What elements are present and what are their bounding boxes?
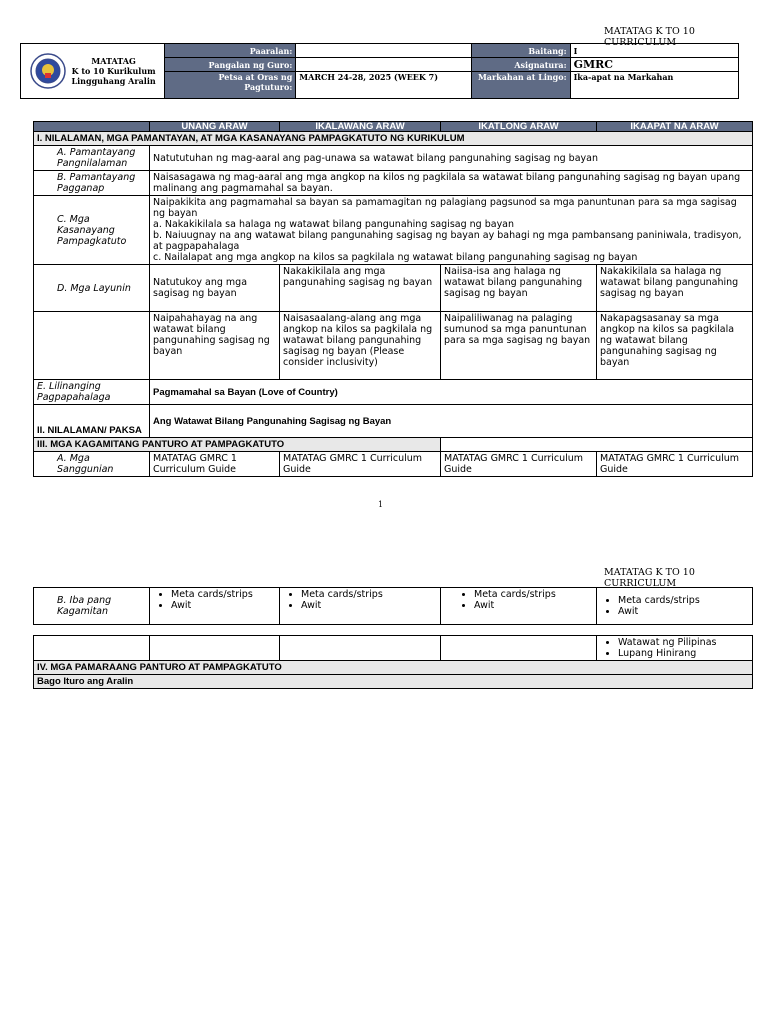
row-d-label: D. Mga Layunin (34, 265, 150, 312)
petsa-label: Petsa at Oras ng Pagtuturo: (165, 72, 296, 99)
row-d1-day3: Naiisa-isa ang halaga ng watawat bilang pangunahing sagisag ng bayan (441, 265, 597, 312)
row-a-label: A. Pamantayang Pangnilalaman (34, 146, 150, 171)
logo-line-3: Lingguhang Aralin (71, 76, 156, 86)
lesson-plan-table (33, 121, 753, 477)
row-e-label: E. Lilinanging Pagpapahalaga (34, 380, 150, 405)
extra-blank-day2 (280, 636, 441, 661)
deped-seal-icon (30, 53, 66, 89)
section-3-heading: III. MGA KAGAMITANG PANTURO AT PAMPAGKATUTO (34, 438, 441, 452)
iba-day3-item-1: • Awit (474, 600, 593, 611)
baitang-label: Baitang: (471, 44, 570, 58)
bago-ituro-heading: Bago Ituro ang Aralin (34, 675, 753, 689)
curriculum-tag-page2: MATATAG K TO 10 CURRICULUM (604, 567, 695, 589)
row-d2-day1: Naipahahayag na ang watawat bilang pangunahing sagisag ng bayan (150, 312, 280, 380)
paaralan-value[interactable] (296, 44, 471, 58)
sanggunian-day4: MATATAG GMRC 1 Curriculum Guide (597, 452, 753, 477)
baitang-value[interactable]: I (570, 44, 738, 58)
markahan-label: Markahan at Lingo: (471, 72, 570, 99)
iba-day4-item-1: • Awit (618, 606, 749, 617)
row-sanggunian-label: A. Mga Sanggunian (34, 452, 150, 477)
row-b-text: Naisasagawa ng mag-aaral ang mga angkop na kilos ng pagkilala sa watawat bilang pangunahing sagisag ng bayan upang malinang ang pagmamahal sa bayan. (150, 171, 753, 196)
guro-value[interactable] (296, 58, 471, 72)
extra-item-1: • Lupang Hinirang (618, 648, 749, 659)
row-iba-label: B. Iba pang Kagamitan (34, 588, 150, 625)
section-1-heading: I. NILALAMAN, MGA PAMANTAYAN, AT MGA KASANAYANG PAMPAGKATUTO NG KURIKULUM (34, 132, 753, 146)
iba-day2-item-1: • Awit (301, 600, 437, 611)
header-info-table (20, 43, 739, 99)
section-3-blank (441, 438, 753, 452)
petsa-value[interactable]: MARCH 24-28, 2025 (WEEK 7) (296, 72, 471, 99)
row-d1-day1: Natutukoy ang mga sagisag ng bayan (150, 265, 280, 312)
row-d2-label (34, 312, 150, 380)
row-c-line-0: Naipakikita ang pagmamahal sa bayan sa pamamagitan ng palagiang pagsunod sa mga panuntunan para sa mga sagisag ng bayan (153, 197, 737, 219)
section-2-label: II. NILALAMAN/ PAKSA (34, 405, 150, 438)
logo-block (21, 44, 165, 99)
col-header-day2: IKALAWANG ARAW (280, 122, 441, 132)
iba-day2-item-0: • Meta cards/strips (301, 589, 437, 600)
kagamitan-extra-table (33, 635, 753, 689)
col-header-day1: UNANG ARAW (150, 122, 280, 132)
curriculum-tag: MATATAG K TO 10 CURRICULUM (604, 26, 695, 48)
row-d2-day2: Naisasaalang-alang ang mga angkop na kilos sa pagkilala ng watawat bilang pangunahing sagisag ng bayan (Please consider inclusivity) (280, 312, 441, 380)
row-a-text: Natututuhan ng mag-aaral ang pag-unawa sa watawat bilang pangunahing sagisag ng bayan (150, 146, 753, 171)
logo-line-1: MATATAG (91, 56, 136, 66)
guro-label: Pangalan ng Guro: (165, 58, 296, 72)
row-e-text: Pagmamahal sa Bayan (Love of Country) (150, 380, 753, 405)
iba-day3 (441, 588, 597, 625)
row-c-label: C. Mga Kasanayang Pampagkatuto (34, 196, 150, 265)
section-2-text: Ang Watawat Bilang Pangunahing Sagisag ng Bayan (150, 405, 753, 438)
logo-line-2: K to 10 Kurikulum (71, 66, 156, 76)
row-c-line-2: b. Naiuugnay na ang watawat bilang pangunahing sagisag ng bayan ay bahagi ng mga pambansang paniniwala, tradisyon, at pagpapahalaga (153, 230, 742, 252)
extra-blank-day3 (441, 636, 597, 661)
iba-day1-item-1: • Awit (171, 600, 276, 611)
iba-day1 (150, 588, 280, 625)
page-number: 1 (378, 500, 384, 509)
sanggunian-day2: MATATAG GMRC 1 Curriculum Guide (280, 452, 441, 477)
markahan-value[interactable]: Ika-apat na Markahan (570, 72, 738, 99)
iba-day2 (280, 588, 441, 625)
iba-day4-item-0: • Meta cards/strips (618, 595, 749, 606)
extra-day4 (597, 636, 753, 661)
row-d2-day3: Naipaliliwanag na palaging sumunod sa mga panuntunan para sa mga sagisag ng bayan (441, 312, 597, 380)
extra-blank-day1 (150, 636, 280, 661)
iba-day3-item-0: • Meta cards/strips (474, 589, 593, 600)
row-d1-day2: Nakakikilala ang mga pangunahing sagisag ng bayan (280, 265, 441, 312)
sanggunian-day3: MATATAG GMRC 1 Curriculum Guide (441, 452, 597, 477)
row-d1-day4: Nakakikilala sa halaga ng watawat bilang pangunahing sagisag ng bayan (597, 265, 753, 312)
iba-pang-kagamitan-table (33, 587, 753, 625)
sanggunian-day1: MATATAG GMRC 1 Curriculum Guide (150, 452, 280, 477)
iba-day1-item-0: • Meta cards/strips (171, 589, 276, 600)
blank-header (34, 122, 150, 132)
row-c-text (150, 196, 753, 265)
paaralan-label: Paaralan: (165, 44, 296, 58)
asignatura-value[interactable]: GMRC (570, 58, 738, 72)
row-c-line-1: a. Nakakikilala sa halaga ng watawat bilang pangunahing sagisag ng bayan (153, 219, 515, 230)
asignatura-label: Asignatura: (471, 58, 570, 72)
row-b-label: B. Pamantayang Pagganap (34, 171, 150, 196)
col-header-day4: IKAAPAT NA ARAW (597, 122, 753, 132)
row-d2-day4: Nakapagsasanay sa mga angkop na kilos sa pagkilala ng watawat bilang pangunahing sagisag ng bayan (597, 312, 753, 380)
section-4-heading: IV. MGA PAMARAANG PANTURO AT PAMPAGKATUTO (34, 661, 753, 675)
col-header-day3: IKATLONG ARAW (441, 122, 597, 132)
iba-day4 (597, 588, 753, 625)
row-c-line-3: c. Nailalapat ang mga angkop na kilos sa pagkilala ng watawat bilang pangunahing sagisag ng bayan (153, 252, 638, 263)
extra-blank-label (34, 636, 150, 661)
column-header-row (34, 122, 753, 132)
extra-item-0: • Watawat ng Pilipinas (618, 637, 749, 648)
